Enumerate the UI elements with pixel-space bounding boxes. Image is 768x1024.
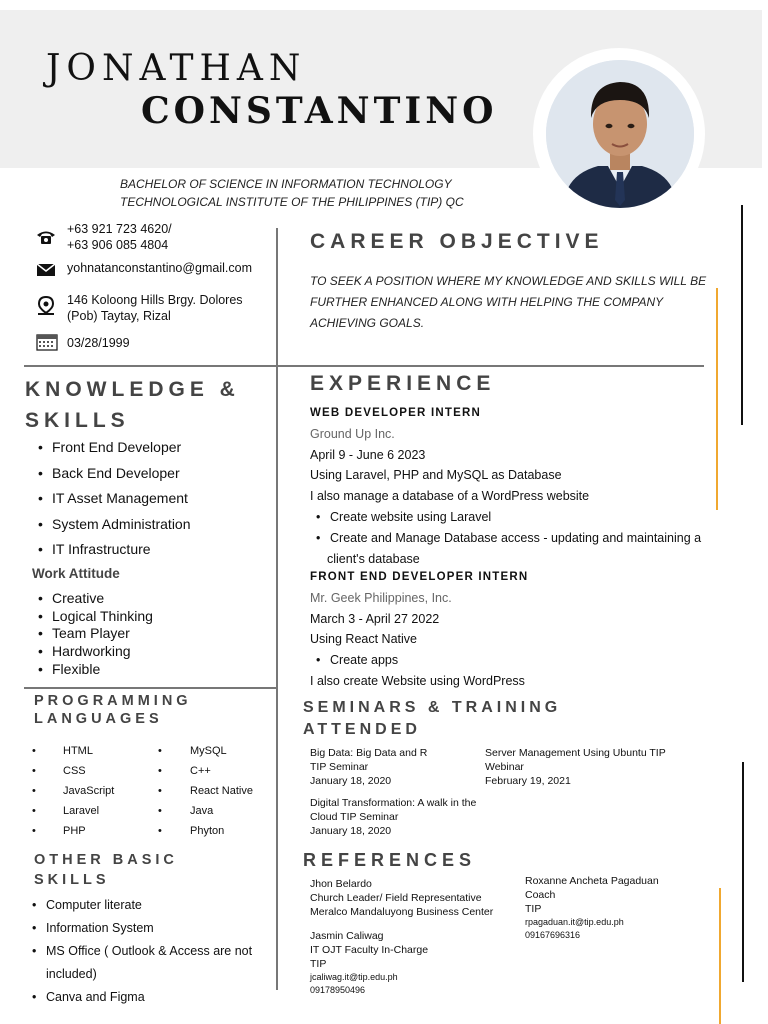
job-title: FRONT END DEVELOPER INTERN	[310, 571, 529, 583]
reference-name: Jasmin Caliwag	[310, 930, 384, 942]
job-bullet-continuation: client's database	[327, 551, 420, 566]
list-item: • Flexible	[32, 661, 153, 679]
objective-text	[310, 271, 710, 334]
seminar-title: Big Data: Big Data and R	[310, 747, 428, 759]
list-item: PHP	[63, 825, 86, 837]
list-item: • Computer literate	[26, 894, 252, 917]
job-dates: April 9 - June 6 2023	[310, 447, 426, 462]
job-dates: March 3 - April 27 2022	[310, 611, 440, 626]
decorative-bar	[742, 762, 744, 982]
seminar-date: January 18, 2020	[310, 825, 392, 837]
list-item: • Canva and Figma	[26, 986, 252, 1009]
list-item: • System Administration	[32, 512, 191, 538]
list-item: • Hardworking	[32, 643, 153, 661]
birthdate: 03/28/1999	[67, 336, 130, 350]
first-name: JONATHAN	[46, 48, 307, 89]
reference-item	[310, 877, 493, 919]
seminars-heading	[303, 697, 561, 741]
reference-position: Coach	[525, 889, 556, 901]
list-item: Java	[190, 805, 214, 817]
list-item: • MS Office ( Outlook & Access are not	[26, 940, 252, 963]
list-item: • Back End Developer	[32, 461, 191, 487]
reference-email: rpagaduan.it@tip.edu.ph	[525, 917, 624, 927]
references-heading: REFERENCES	[303, 850, 477, 870]
seminars-heading-line-2: ATTENDED	[303, 721, 421, 738]
list-item: • IT Asset Management	[32, 486, 191, 512]
languages-column-2	[190, 741, 253, 841]
list-item: • Create website using Laravel	[310, 507, 701, 528]
school-text: TECHNOLOGICAL INSTITUTE OF THE PHILIPPINES (TIP) QC	[120, 195, 464, 209]
degree-text: BACHELOR OF SCIENCE IN INFORMATION TECHNOLOGY	[120, 177, 452, 191]
phone-2: +63 906 085 4804	[67, 238, 169, 252]
section-divider-left	[24, 687, 276, 689]
job-bullets	[310, 507, 701, 549]
location-icon	[36, 296, 56, 314]
objective-line: FURTHER ENHANCED ALONG WITH HELPING THE COMPANY	[310, 295, 664, 309]
profile-photo	[546, 60, 694, 208]
list-item: React Native	[190, 785, 253, 797]
list-item: • Information System	[26, 917, 252, 940]
language-bullets-2: • • • • •	[158, 745, 162, 837]
seminar-venue: TIP Seminar	[310, 761, 369, 773]
skills-list	[32, 435, 191, 563]
mail-icon	[36, 263, 56, 281]
phone-1: +63 921 723 4620/	[67, 222, 172, 236]
languages-column-1	[63, 741, 114, 841]
objective-heading: CAREER OBJECTIVE	[310, 230, 604, 253]
job-line: Using Laravel, PHP and MySQL as Database	[310, 468, 562, 483]
experience-heading: EXPERIENCE	[310, 372, 496, 395]
list-item: CSS	[63, 765, 86, 777]
list-item: Laravel	[63, 805, 100, 817]
objective-line: TO SEEK A POSITION WHERE MY KNOWLEDGE AND SKILLS WILL BE	[310, 274, 707, 288]
list-item: C++	[190, 765, 211, 777]
decorative-bar	[741, 205, 743, 425]
degree-info	[120, 175, 464, 211]
other-skills-heading-line-2: SKILLS	[34, 872, 110, 888]
programming-heading-line-1: PROGRAMMING	[34, 693, 192, 709]
job-line: I also create Website using WordPress	[310, 673, 525, 688]
objective-line: ACHIEVING GOALS.	[310, 316, 425, 330]
list-item	[26, 963, 252, 986]
list-item: JavaScript	[63, 785, 115, 797]
experience-job-1	[310, 403, 701, 569]
reference-org: TIP	[310, 958, 327, 970]
other-skills-heading	[34, 850, 178, 890]
seminar-title: Server Management Using Ubuntu TIP	[485, 747, 666, 759]
job-title: WEB DEVELOPER INTERN	[310, 407, 481, 419]
skills-heading	[25, 374, 240, 436]
last-name: CONSTANTINO	[141, 90, 498, 132]
reference-org: Meralco Mandaluyong Business Center	[310, 906, 494, 918]
job-line: I also manage a database of a WordPress website	[310, 489, 590, 504]
list-item-continuation: included)	[46, 967, 97, 981]
seminars-heading-line-1: SEMINARS & TRAINING	[303, 699, 562, 716]
reference-position: Church Leader/ Field Representative	[310, 892, 482, 904]
seminar-item	[310, 746, 427, 788]
phone-icon	[36, 229, 56, 247]
other-skills-heading-line-1: OTHER BASIC	[34, 852, 178, 868]
reference-email: jcaliwag.it@tip.edu.ph	[310, 972, 398, 982]
seminar-date: February 19, 2021	[485, 775, 571, 787]
decorative-accent-bar	[719, 888, 721, 1024]
list-item: • Creative	[32, 590, 153, 608]
reference-name: Jhon Belardo	[310, 878, 372, 890]
list-item: • Create apps	[310, 650, 528, 671]
seminar-venue: Cloud TIP Seminar	[310, 811, 399, 823]
experience-job-2	[310, 567, 528, 692]
list-item: • Create and Manage Database access - updating and maintaining a	[310, 528, 701, 549]
skills-heading-line-1: KNOWLEDGE &	[25, 378, 240, 401]
work-attitude-list	[32, 590, 153, 679]
work-attitude-heading: Work Attitude	[32, 566, 120, 581]
other-skills-list	[26, 894, 252, 1009]
programming-heading	[34, 692, 192, 728]
section-divider-top	[24, 365, 704, 367]
skills-heading-line-2: SKILLS	[25, 409, 130, 432]
list-item: • Logical Thinking	[32, 608, 153, 626]
column-divider	[276, 228, 278, 990]
seminar-title: Digital Transformation: A walk in the	[310, 797, 477, 809]
list-item: Phyton	[190, 825, 225, 837]
seminar-item	[310, 796, 476, 838]
email: yohnatanconstantino@gmail.com	[67, 261, 253, 275]
reference-phone: 09178950496	[310, 985, 366, 995]
company-name: Mr. Geek Philippines, Inc.	[310, 590, 452, 605]
job-line: Using React Native	[310, 632, 417, 647]
list-item: • IT Infrastructure	[32, 537, 191, 563]
reference-name: Roxanne Ancheta Pagaduan	[525, 875, 659, 887]
seminar-item	[485, 746, 666, 788]
list-item: MySQL	[190, 745, 227, 757]
company-name: Ground Up Inc.	[310, 426, 395, 441]
seminar-date: January 18, 2020	[310, 775, 392, 787]
reference-item	[310, 929, 428, 997]
list-item: • Team Player	[32, 625, 153, 643]
list-item: • Front End Developer	[32, 435, 191, 461]
reference-org: TIP	[525, 903, 542, 915]
address-line-2: (Pob) Taytay, Rizal	[67, 309, 171, 323]
seminar-venue: Webinar	[485, 761, 524, 773]
reference-position: IT OJT Faculty In-Charge	[310, 944, 429, 956]
address-line-1: 146 Koloong Hills Brgy. Dolores	[67, 293, 243, 307]
calendar-icon	[36, 333, 56, 351]
reference-item	[525, 874, 659, 942]
decorative-accent-bar	[716, 288, 718, 510]
language-bullets-1: • • • • •	[32, 745, 36, 837]
list-item: HTML	[63, 745, 93, 757]
reference-phone: 09167696316	[525, 930, 581, 940]
job-bullets	[310, 650, 528, 671]
programming-heading-line-2: LANGUAGES	[34, 711, 163, 727]
